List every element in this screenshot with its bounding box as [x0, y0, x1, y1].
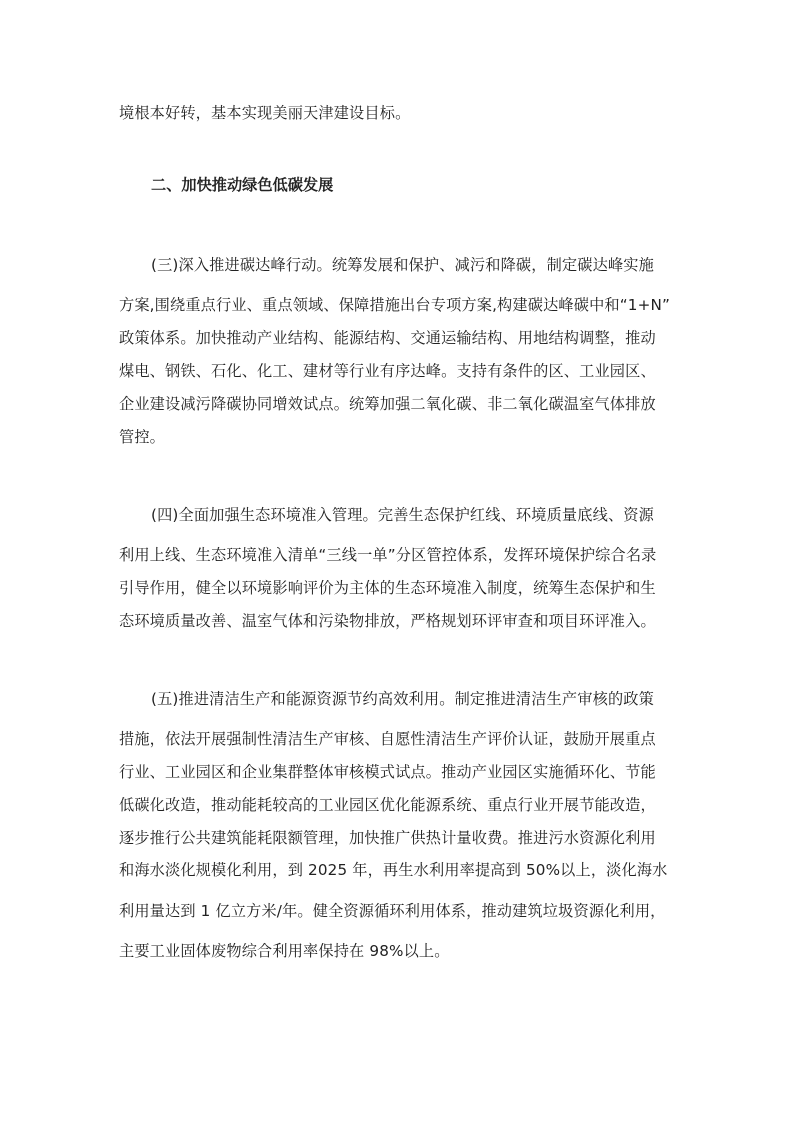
paragraph-line: (五)推进清洁生产和能源资源节约高效利用。制定推进清洁生产审核的政策 — [151, 690, 654, 708]
paragraph-line: 主要工业固体废物综合利用率保持在 98%以上。 — [119, 942, 450, 960]
paragraph-line: 低碳化改造，推动能耗较高的工业园区优化能源系统、重点行业开展节能改造， — [119, 796, 656, 814]
paragraph-line: 和海水淡化规模化利用，到 2025 年，再生水利用率提高到 50%以上，淡化海水 — [119, 861, 668, 879]
intro-tail-line: 境根本好转，基本实现美丽天津建设目标。 — [119, 104, 411, 122]
paragraph-line: 政策体系。加快推动产业结构、能源结构、交通运输结构、用地结构调整，推动 — [119, 329, 656, 347]
paragraph-line: 利用量达到 1 亿立方米/年。健全资源循环利用体系，推动建筑垃圾资源化利用， — [119, 902, 666, 920]
paragraph-line: 企业建设减污降碳协同增效试点。统筹加强二氧化碳、非二氧化碳温室气体排放 — [119, 395, 656, 413]
paragraph-line: 引导作用，健全以环境影响评价为主体的生态环境准入制度，统筹生态保护和生 — [119, 579, 656, 597]
paragraph-line: 逐步推行公共建筑能耗限额管理，加快推广供热计量收费。推进污水资源化利用 — [119, 829, 656, 847]
paragraph-line: 措施，依法开展强制性清洁生产审核、自愿性清洁生产评价认证，鼓励开展重点 — [119, 730, 656, 748]
paragraph-line: 煤电、钢铁、石化、化工、建材等行业有序达峰。支持有条件的区、工业园区、 — [119, 362, 656, 380]
paragraph-line: (三)深入推进碳达峰行动。统筹发展和保护、减污和降碳，制定碳达峰实施 — [151, 256, 654, 274]
paragraph-line: (四)全面加强生态环境准入管理。完善生态保护红线、环境质量底线、资源 — [151, 506, 654, 524]
paragraph-line: 利用上线、生态环境准入清单“三线一单”分区管控体系，发挥环境保护综合名录 — [119, 546, 657, 564]
section-heading: 二、加快推动绿色低碳发展 — [151, 176, 334, 194]
paragraph-line: 态环境质量改善、温室气体和污染物排放，严格规划环评审查和项目环评准入。 — [119, 612, 656, 630]
paragraph-line: 管控。 — [119, 428, 166, 446]
paragraph-line: 方案,围绕重点行业、重点领域、保障措施出台专项方案,构建碳达峰碳中和“1+N” — [119, 296, 670, 314]
paragraph-line: 行业、工业园区和企业集群整体审核模式试点。推动产业园区实施循环化、节能 — [119, 763, 656, 781]
